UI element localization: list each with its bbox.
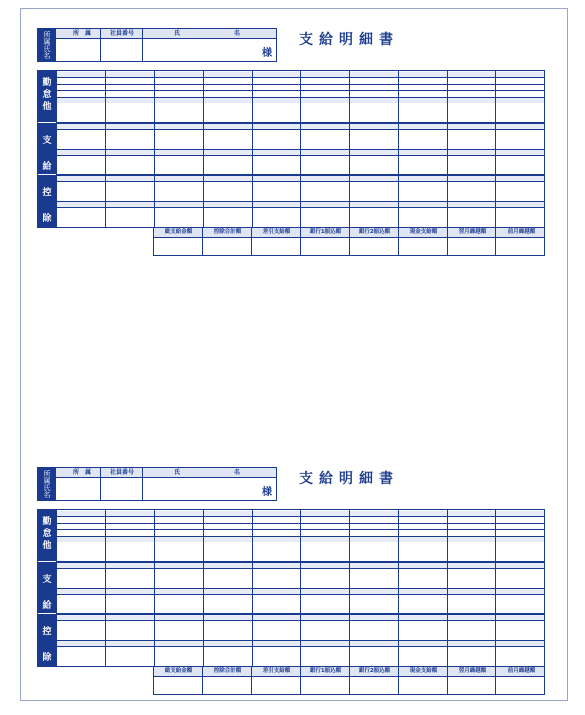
section-deduction: 控 除 bbox=[38, 614, 56, 666]
given-name-label: 名 bbox=[234, 469, 241, 476]
surname-label: 氏 bbox=[174, 469, 181, 476]
payslip-grid bbox=[37, 70, 545, 228]
employee-number-label: 社員番号 bbox=[109, 469, 134, 476]
total-gross-label: 総支給金額 bbox=[164, 229, 193, 235]
payslip-title: 支給明細書 bbox=[299, 471, 399, 487]
totals-row bbox=[153, 667, 545, 695]
honorific-sama: 様 bbox=[262, 48, 272, 59]
employee-header bbox=[37, 28, 277, 62]
section-attendance: 勤 怠 他 bbox=[38, 510, 56, 561]
payslip-title: 支給明細書 bbox=[299, 32, 399, 48]
header-side-label: 所 属 氏 名 bbox=[38, 468, 56, 500]
header-side-label: 所 属 氏 名 bbox=[38, 29, 56, 61]
surname-label: 氏 bbox=[174, 30, 181, 37]
carry-forward-prev-label: 前月繰越額 bbox=[507, 229, 536, 235]
honorific-sama: 様 bbox=[262, 487, 272, 498]
totals-row bbox=[153, 228, 545, 256]
net-pay-label: 差引支給額 bbox=[262, 229, 291, 235]
payslip-bottom bbox=[37, 467, 545, 697]
total-deduction-label: 控除合計額 bbox=[213, 229, 242, 235]
payslip-grid bbox=[37, 509, 545, 667]
total-gross-label: 総支給金額 bbox=[164, 668, 193, 674]
carry-forward-next-label: 翌月繰越額 bbox=[458, 229, 487, 235]
bank2-transfer-label: 銀行2振込額 bbox=[358, 229, 391, 235]
section-attendance: 勤 怠 他 bbox=[38, 71, 56, 122]
section-payment: 支 給 bbox=[38, 123, 56, 174]
cash-payment-label: 現金支給額 bbox=[409, 668, 438, 674]
section-payment: 支 給 bbox=[38, 562, 56, 613]
carry-forward-next-label: 翌月繰越額 bbox=[458, 668, 487, 674]
cash-payment-label: 現金支給額 bbox=[409, 229, 438, 235]
department-label: 所 属 bbox=[72, 469, 91, 476]
bank2-transfer-label: 銀行2振込額 bbox=[358, 668, 391, 674]
net-pay-label: 差引支給額 bbox=[262, 668, 291, 674]
given-name-label: 名 bbox=[234, 30, 241, 37]
bank1-transfer-label: 銀行1振込額 bbox=[309, 229, 342, 235]
employee-number-label: 社員番号 bbox=[109, 30, 134, 37]
bank1-transfer-label: 銀行1振込額 bbox=[309, 668, 342, 674]
department-label: 所 属 bbox=[72, 30, 91, 37]
total-deduction-label: 控除合計額 bbox=[213, 668, 242, 674]
section-deduction: 控 除 bbox=[38, 175, 56, 227]
employee-header bbox=[37, 467, 277, 501]
carry-forward-prev-label: 前月繰越額 bbox=[507, 668, 536, 674]
payslip-top bbox=[37, 28, 545, 258]
